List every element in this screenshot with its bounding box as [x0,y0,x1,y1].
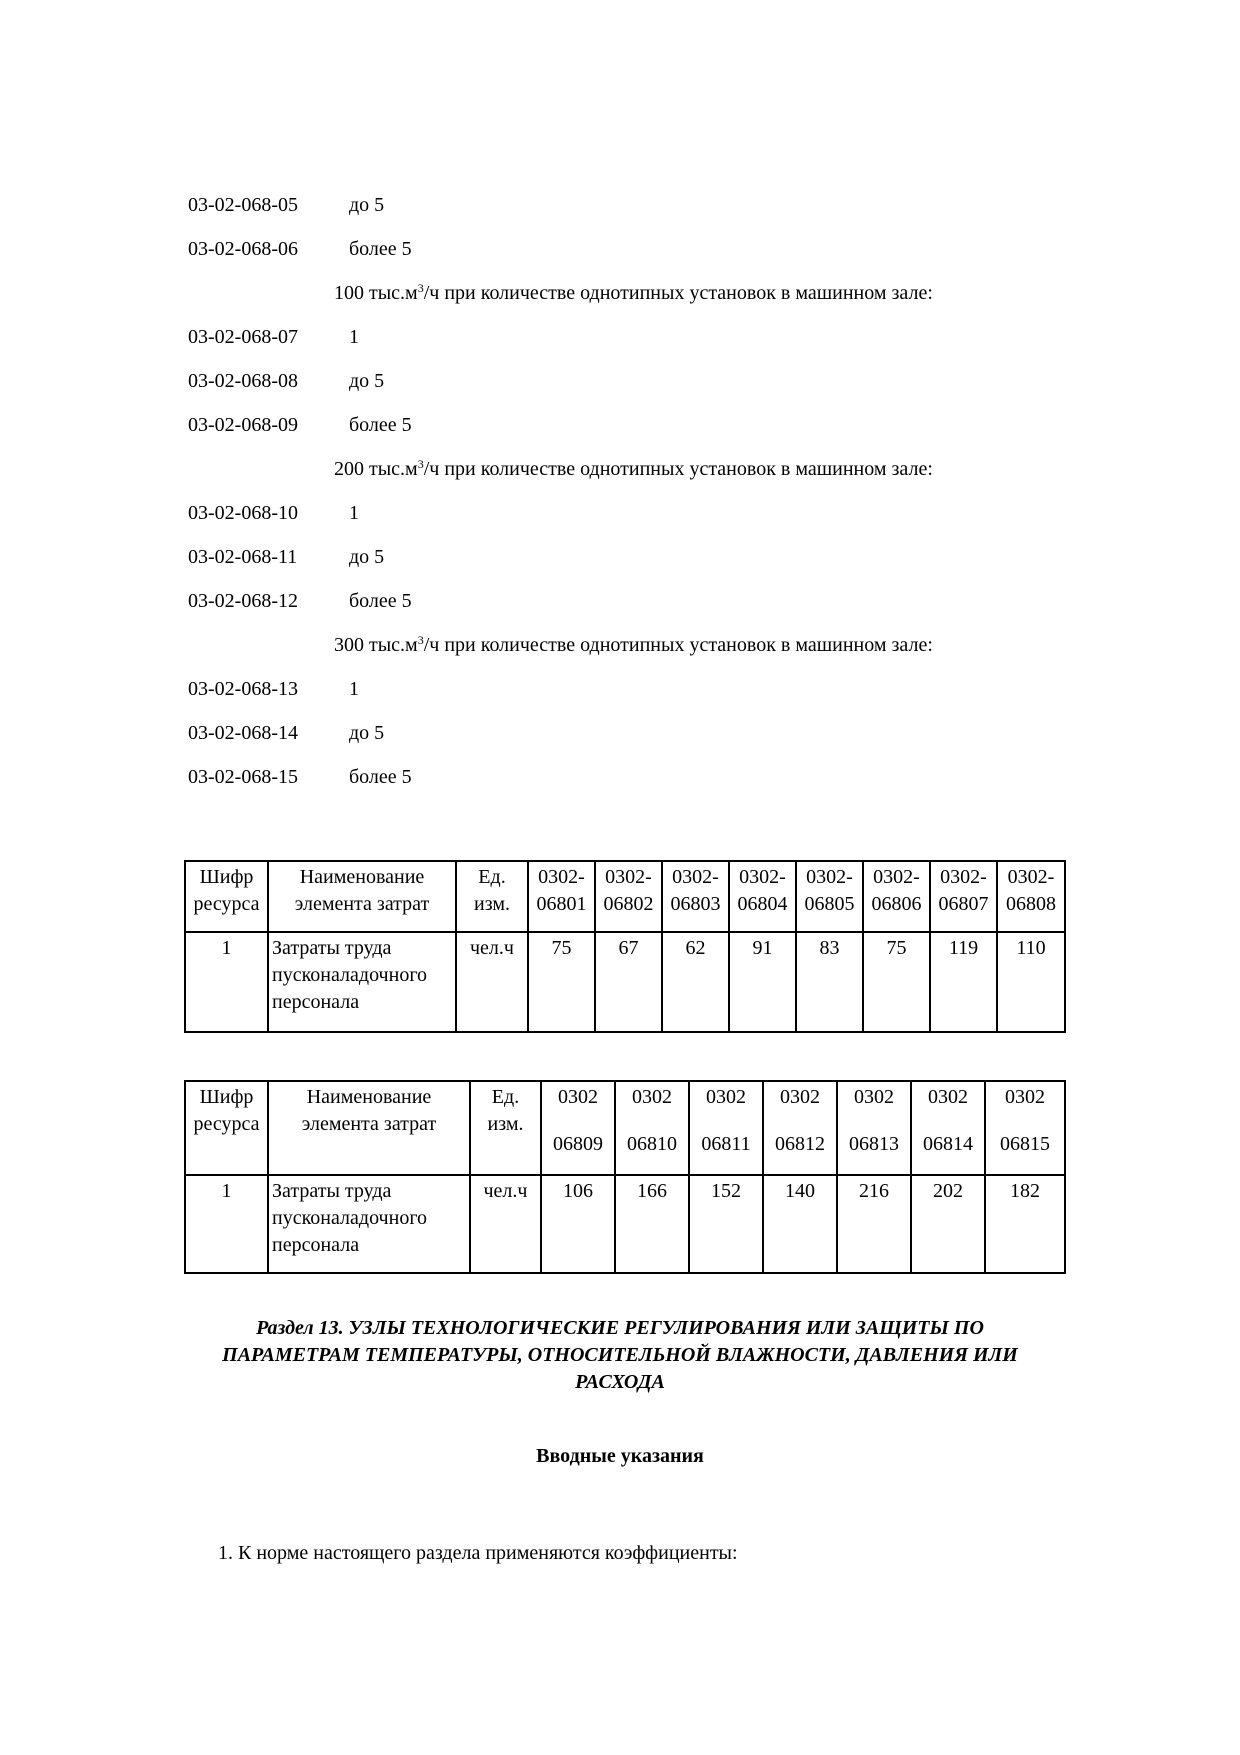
column-code-top: 0302 [854,1086,894,1108]
row-value: более 5 [349,590,412,612]
cell-cipher: 1 [185,1175,268,1273]
group-heading [0,280,1240,306]
group-text [334,456,933,482]
column-code [541,1081,615,1175]
column-code: 0302-06807 [930,861,997,932]
cell-value: 182 [985,1175,1065,1273]
column-code [911,1081,985,1175]
intro-heading: Вводные указания [536,1445,704,1467]
cell-name: Затраты труда пусконаладочного персонала [268,1175,470,1273]
code-row [0,412,1240,438]
header-name: Наименование элемента затрат [268,861,456,932]
code-row [0,764,1240,790]
row-value: 1 [349,678,359,700]
cell-cipher: 1 [185,932,268,1032]
column-code-bottom: 06810 [627,1133,677,1155]
column-code-top: 0302 [558,1086,598,1108]
group-text [334,280,933,306]
column-code-bottom: 06814 [923,1133,973,1155]
group-text-rest: /ч при количестве однотипных установок в машинном зале: [423,634,933,656]
header-unit: Ед. изм. [456,861,528,932]
row-value: до 5 [349,370,385,392]
column-code: 0302-06804 [729,861,796,932]
code-row [0,676,1240,702]
code-row [0,720,1240,746]
column-code-bottom: 06809 [553,1133,603,1155]
section-title: Раздел 13. УЗЛЫ ТЕХНОЛОГИЧЕСКИЕ РЕГУЛИРОВАНИЯ ИЛИ ЗАЩИТЫ ПО ПАРАМЕТРАМ ТЕМПЕРАТУРЫ, ОТНОСИТЕЛЬНОЙ ВЛАЖНОСТИ, ДАВЛЕНИЯ ИЛИ РАСХОДА [222,1317,1018,1393]
cell-unit: чел.ч [456,932,528,1032]
resource-code: 03-02-068-09 [188,414,298,436]
cell-value: 75 [863,932,930,1032]
row-value: более 5 [349,766,412,788]
group-text-main: 100 тыс.м [334,282,418,304]
cell-value: 62 [662,932,729,1032]
column-code: 0302-06806 [863,861,930,932]
column-code-top: 0302 [632,1086,672,1108]
column-code-bottom: 06813 [849,1133,899,1155]
paragraph: 1. К норме настоящего раздела применяются коэффициенты: [218,1542,738,1564]
code-row [0,368,1240,394]
resource-code: 03-02-068-13 [188,678,298,700]
resource-code: 03-02-068-05 [188,194,298,216]
resource-code: 03-02-068-08 [188,370,298,392]
row-value: более 5 [349,414,412,436]
cell-value: 140 [763,1175,837,1273]
column-code-bottom: 06815 [1000,1133,1050,1155]
group-text-superscript: 3 [417,633,424,647]
cell-value: 216 [837,1175,911,1273]
cell-value: 75 [528,932,595,1032]
group-text-rest: /ч при количестве однотипных установок в машинном зале: [423,282,933,304]
group-heading [0,456,1240,482]
row-value: 1 [349,502,359,524]
row-value: 1 [349,326,359,348]
code-row [0,588,1240,614]
cell-value: 119 [930,932,997,1032]
column-code: 0302-06805 [796,861,863,932]
header-name: Наименование элемента затрат [268,1081,470,1175]
resource-table-2 [184,1080,1066,1274]
resource-code: 03-02-068-07 [188,326,298,348]
resource-code: 03-02-068-10 [188,502,298,524]
column-code-top: 0302 [780,1086,820,1108]
group-text-rest: /ч при количестве однотипных установок в машинном зале: [423,458,933,480]
column-code [689,1081,763,1175]
group-text-superscript: 3 [417,281,424,295]
header-cipher: Шифр ресурса [185,861,268,932]
column-code [837,1081,911,1175]
column-code: 0302-06801 [528,861,595,932]
row-value: до 5 [349,546,385,568]
cell-value: 110 [997,932,1065,1032]
column-code-top: 0302 [1005,1086,1045,1108]
column-code-bottom: 06812 [775,1133,825,1155]
resource-code: 03-02-068-15 [188,766,298,788]
code-row [0,236,1240,262]
cell-value: 166 [615,1175,689,1273]
row-value: до 5 [349,722,385,744]
code-row [0,192,1240,218]
column-code: 0302-06803 [662,861,729,932]
cell-name: Затраты труда пусконаладочного персонала [268,932,456,1032]
column-code [763,1081,837,1175]
column-code-top: 0302 [928,1086,968,1108]
column-code [615,1081,689,1175]
column-code: 0302-06802 [595,861,662,932]
header-cipher: Шифр ресурса [185,1081,268,1175]
cell-value: 91 [729,932,796,1032]
header-unit: Ед. изм. [470,1081,541,1175]
column-code-top: 0302 [706,1086,746,1108]
group-text-superscript: 3 [417,457,424,471]
code-row [0,324,1240,350]
cell-value: 202 [911,1175,985,1273]
cell-value: 106 [541,1175,615,1273]
cell-value: 152 [689,1175,763,1273]
code-row [0,500,1240,526]
row-value: до 5 [349,194,385,216]
row-value: более 5 [349,238,412,260]
group-heading [0,632,1240,658]
column-code [985,1081,1065,1175]
resource-code: 03-02-068-14 [188,722,298,744]
column-code: 0302-06808 [997,861,1065,932]
group-text-main: 200 тыс.м [334,458,418,480]
cell-value: 67 [595,932,662,1032]
cell-unit: чел.ч [470,1175,541,1273]
resource-table-1 [184,860,1066,1033]
code-row [0,544,1240,570]
resource-code: 03-02-068-12 [188,590,298,612]
resource-code: 03-02-068-11 [188,546,298,568]
group-text [334,632,933,658]
group-text-main: 300 тыс.м [334,634,418,656]
column-code-bottom: 06811 [701,1133,751,1155]
resource-code: 03-02-068-06 [188,238,298,260]
cell-value: 83 [796,932,863,1032]
